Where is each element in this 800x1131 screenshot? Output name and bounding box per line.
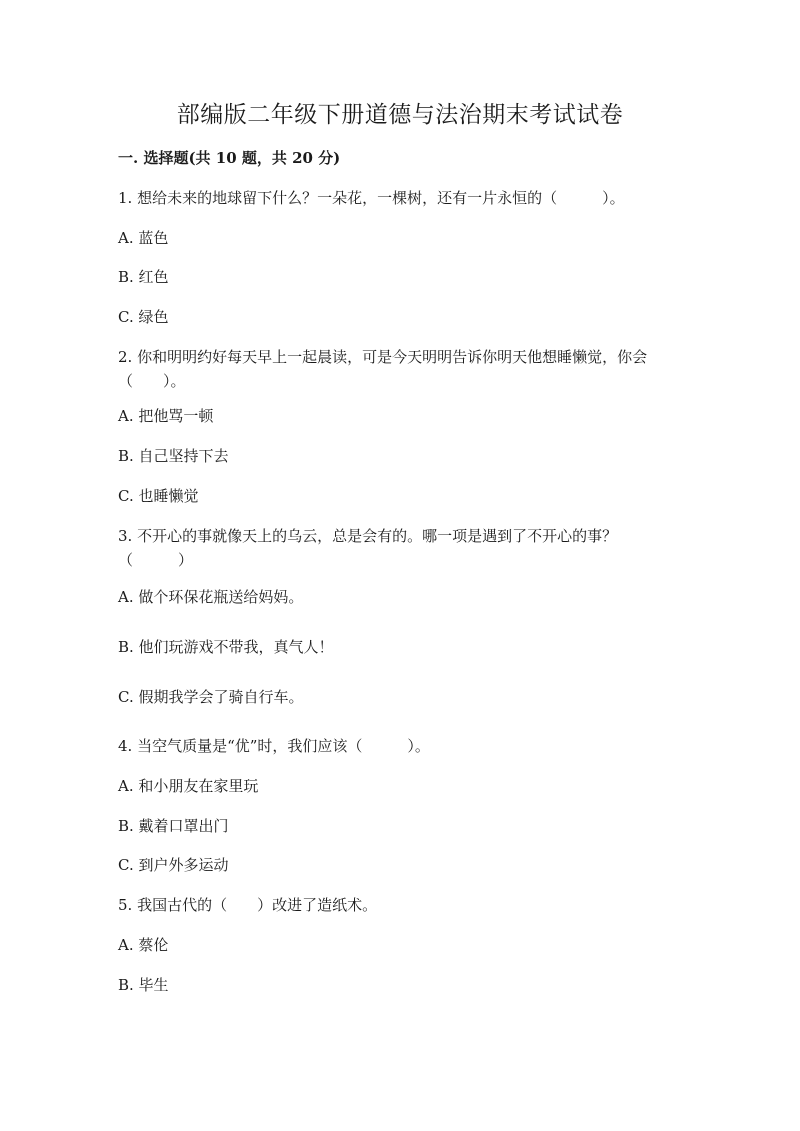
question-1-stem: 1. 想给未来的地球留下什么？一朵花，一棵树，还有一片永恒的（ ）。	[118, 189, 625, 207]
question-2-option-a: A. 把他骂一顿	[118, 407, 214, 425]
question-5-option-b: B. 毕生	[118, 976, 169, 994]
question-5-option-a: A. 蔡伦	[118, 936, 169, 954]
question-4-option-a: A. 和小朋友在家里玩	[118, 777, 259, 795]
page-title: 部编版二年级下册道德与法治期末考试试卷	[176, 102, 624, 128]
question-4-option-b: B. 戴着口罩出门	[118, 817, 229, 835]
question-3-option-a: A. 做个环保花瓶送给妈妈。	[118, 588, 304, 606]
question-2-option-b: B. 自己坚持下去	[118, 447, 229, 465]
question-3-option-b: B. 他们玩游戏不带我，真气人！	[118, 638, 334, 656]
question-2-stem: 2. 你和明明约好每天早上一起晨读，可是今天明明告诉你明天他想睡懒觉，你会（ ）。	[118, 348, 648, 390]
question-1-option-b: B. 红色	[118, 268, 169, 286]
question-5-stem: 5. 我国古代的（ ）改进了造纸术。	[118, 896, 378, 914]
question-1-option-a: A. 蓝色	[118, 229, 169, 247]
question-2-option-c: C. 也睡懒觉	[118, 487, 199, 505]
question-3-stem: 3. 不开心的事就像天上的乌云，总是会有的。哪一项是遇到了不开心的事？（ ）	[118, 527, 618, 569]
question-3-option-c: C. 假期我学会了骑自行车。	[118, 688, 304, 706]
question-4-option-c: C. 到户外多运动	[118, 856, 229, 874]
question-4-stem: 4. 当空气质量是“优”时，我们应该（ ）。	[118, 737, 430, 755]
section-heading: 一. 选择题(共 10 题，共 20 分)	[118, 149, 341, 167]
question-1-option-c: C. 绿色	[118, 308, 169, 326]
